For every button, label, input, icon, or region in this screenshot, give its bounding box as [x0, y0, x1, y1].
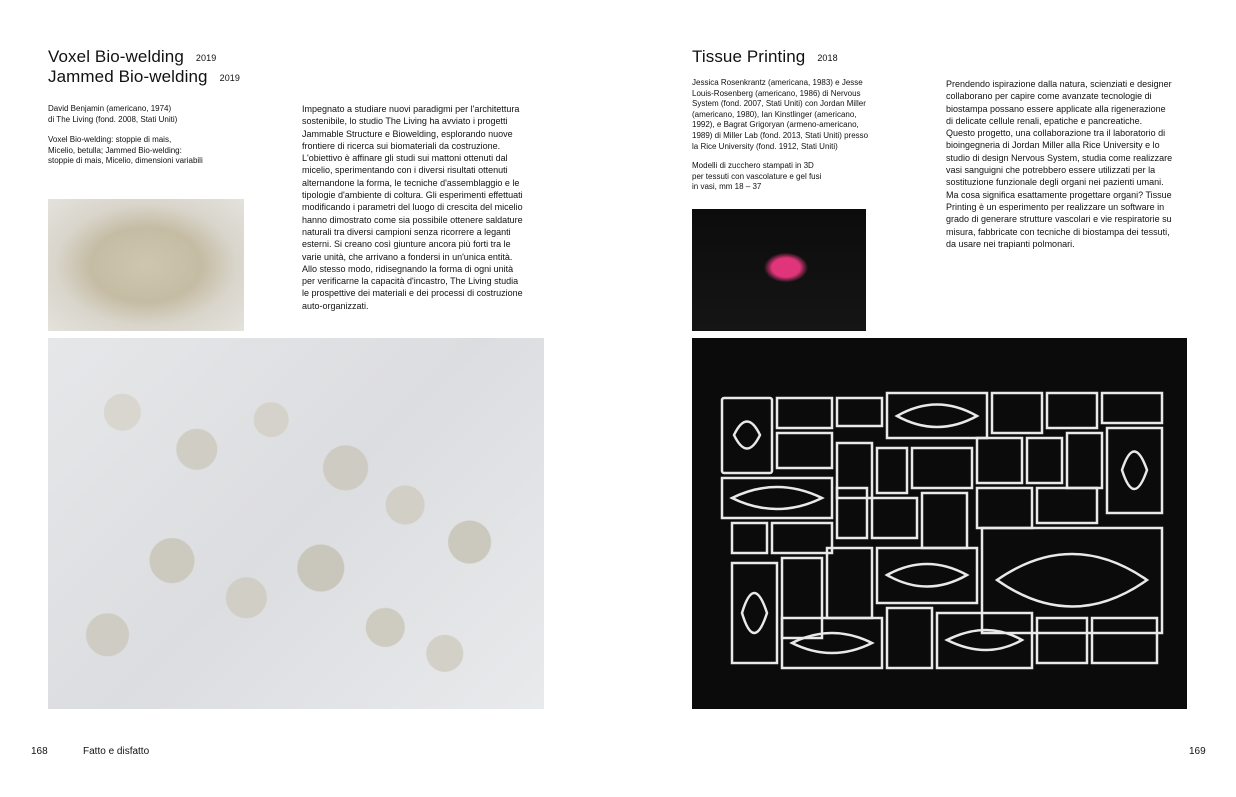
body-line: frontiere di ricerca sui biomateriali da costruzione.: [302, 140, 501, 151]
body-line: Ma cosa significa esattamente progettare organi? Tissue: [946, 189, 1172, 200]
left-materials: [48, 135, 268, 167]
body-line: Jammable Structure e Biowelding, esplorando nuove: [302, 128, 513, 139]
body-line: Allo stesso modo, ridisegnando la forma di ogni unità: [302, 263, 514, 274]
body-line: Prendendo ispirazione dalla natura, scienziati e designer: [946, 79, 1172, 89]
body-line: studio di design Nervous System, studia come realizzare: [946, 152, 1173, 163]
photo-tissue-printing-small: [692, 209, 866, 331]
body-line: alternandone la forma, le tecniche d'assemblaggio e le: [302, 177, 520, 188]
materials-line: per tessuti con vascolature e gel fusi: [692, 171, 822, 181]
right-body-text: [946, 78, 1196, 250]
materials-line: stoppie di mais, Micelio, dimensioni variabili: [48, 156, 203, 166]
left-body-text: [302, 103, 547, 312]
credit-line: Louis-Rosenberg (americano, 1986) di Nervous: [692, 88, 861, 98]
body-line: misura, fabbricate con tecniche di biostampa dei tessuti,: [946, 226, 1170, 237]
body-line: Questo progetto, una collaborazione tra il laboratorio di: [946, 128, 1166, 139]
body-line: biostampa possano essere applicate alla rigenerazione: [946, 103, 1166, 114]
sugar-structures-illustration: [692, 338, 1187, 709]
year-jammed: 2019: [219, 73, 241, 83]
running-head: Fatto e disfatto: [83, 746, 150, 757]
materials-line: Voxel Bio-welding: stoppie di mais,: [48, 135, 172, 144]
body-line: hanno dimostrato come sia possibile ottenere saldature: [302, 214, 523, 225]
body-line: auto-organizzati.: [302, 300, 369, 311]
body-line: le prospettive dei materiali e dei processi di costruzione: [302, 288, 523, 299]
body-line: grado di generare strutture vascolari e vie respiratorie su: [946, 214, 1172, 225]
title-voxel-bio-welding: Voxel Bio-welding: [48, 47, 184, 66]
page-number-right: 169: [1189, 746, 1206, 757]
credit-line: 1992), e Bagrat Grigoryan (armeno-americano,: [692, 120, 859, 130]
body-line: modificando i parametri del luogo di crescita del micelio: [302, 202, 523, 213]
body-line: sostenibile, lo studio The Living ha avviato i progetti: [302, 116, 508, 127]
credit-line: di The Living (fond. 2008, Stati Uniti): [48, 114, 178, 124]
photo-tissue-printing-large: [692, 338, 1187, 709]
body-line: naturali tra diversi campioni senza ricorrere a leganti: [302, 226, 511, 237]
title-tissue-printing: Tissue Printing: [692, 47, 806, 66]
body-line: bioingegneria di Jordan Miller alla Rice University e lo: [946, 140, 1160, 151]
credit-line: David Benjamin (americano, 1974): [48, 104, 172, 113]
photo-bio-welding-large: [48, 338, 544, 709]
credit-line: System (fond. 2007, Stati Uniti) con Jordan Miller: [692, 99, 866, 109]
body-line: Impegnato a studiare nuovi paradigmi per l'architettura: [302, 104, 520, 114]
body-line: collaborano per capire come avanzate tecnologie di: [946, 91, 1152, 102]
body-line: varie unità, che arrivano a fondersi in un'unica entità.: [302, 251, 513, 262]
body-line: da usare nei trapianti polmonari.: [946, 238, 1075, 249]
credit-line: la Rice University (fond. 1912, Stati Uniti): [692, 141, 838, 151]
credit-line: (americano, 1980), Ian Kinstlinger (americano,: [692, 109, 857, 119]
body-line: esterni. Si creano così giunture ancora più forti tra le: [302, 239, 511, 250]
body-line: sostituzione funzionale degli organi nei pazienti umani.: [946, 177, 1164, 188]
left-title-1: [48, 47, 216, 68]
body-line: vasi sanguigni che potrebbero essere utilizzati per la: [946, 165, 1156, 176]
right-materials: [692, 161, 882, 193]
body-line: di delicate cellule renali, epatiche e pancreatiche.: [946, 115, 1143, 126]
body-line: micelio, sperimentando con i diversi risultati ottenuti: [302, 165, 508, 176]
body-line: Printing è un esperimento per realizzare un software in: [946, 201, 1165, 212]
credit-line: 1989) di Miller Lab (fond. 2013, Stati Uniti) presso: [692, 130, 869, 140]
year-tissue: 2018: [817, 53, 838, 63]
credit-line: Jessica Rosenkrantz (americana, 1983) e Jesse: [692, 78, 863, 87]
right-title: [692, 47, 838, 68]
body-line: L'obiettivo è affinare gli studi sui mattoni ottenuti dal: [302, 153, 508, 164]
photo-bio-welding-small: [48, 199, 244, 331]
materials-line: Modelli di zucchero stampati in 3D: [692, 161, 814, 170]
materials-line: in vasi, mm 18 – 37: [692, 182, 762, 192]
right-credits: [692, 78, 882, 152]
left-title-2: [48, 67, 240, 88]
materials-line: Micelio, betulla; Jammed Bio-welding:: [48, 145, 182, 155]
year-voxel: 2019: [195, 53, 217, 63]
left-credits: [48, 104, 268, 125]
title-jammed-bio-welding: Jammed Bio-welding: [48, 67, 208, 86]
body-line: per verificarne la capacità d'incastro, The Living studia: [302, 276, 519, 287]
body-line: tipologie d'ambiente di coltura. Gli esperimenti effettuati: [302, 190, 523, 201]
page-number-left: 168: [31, 746, 48, 757]
